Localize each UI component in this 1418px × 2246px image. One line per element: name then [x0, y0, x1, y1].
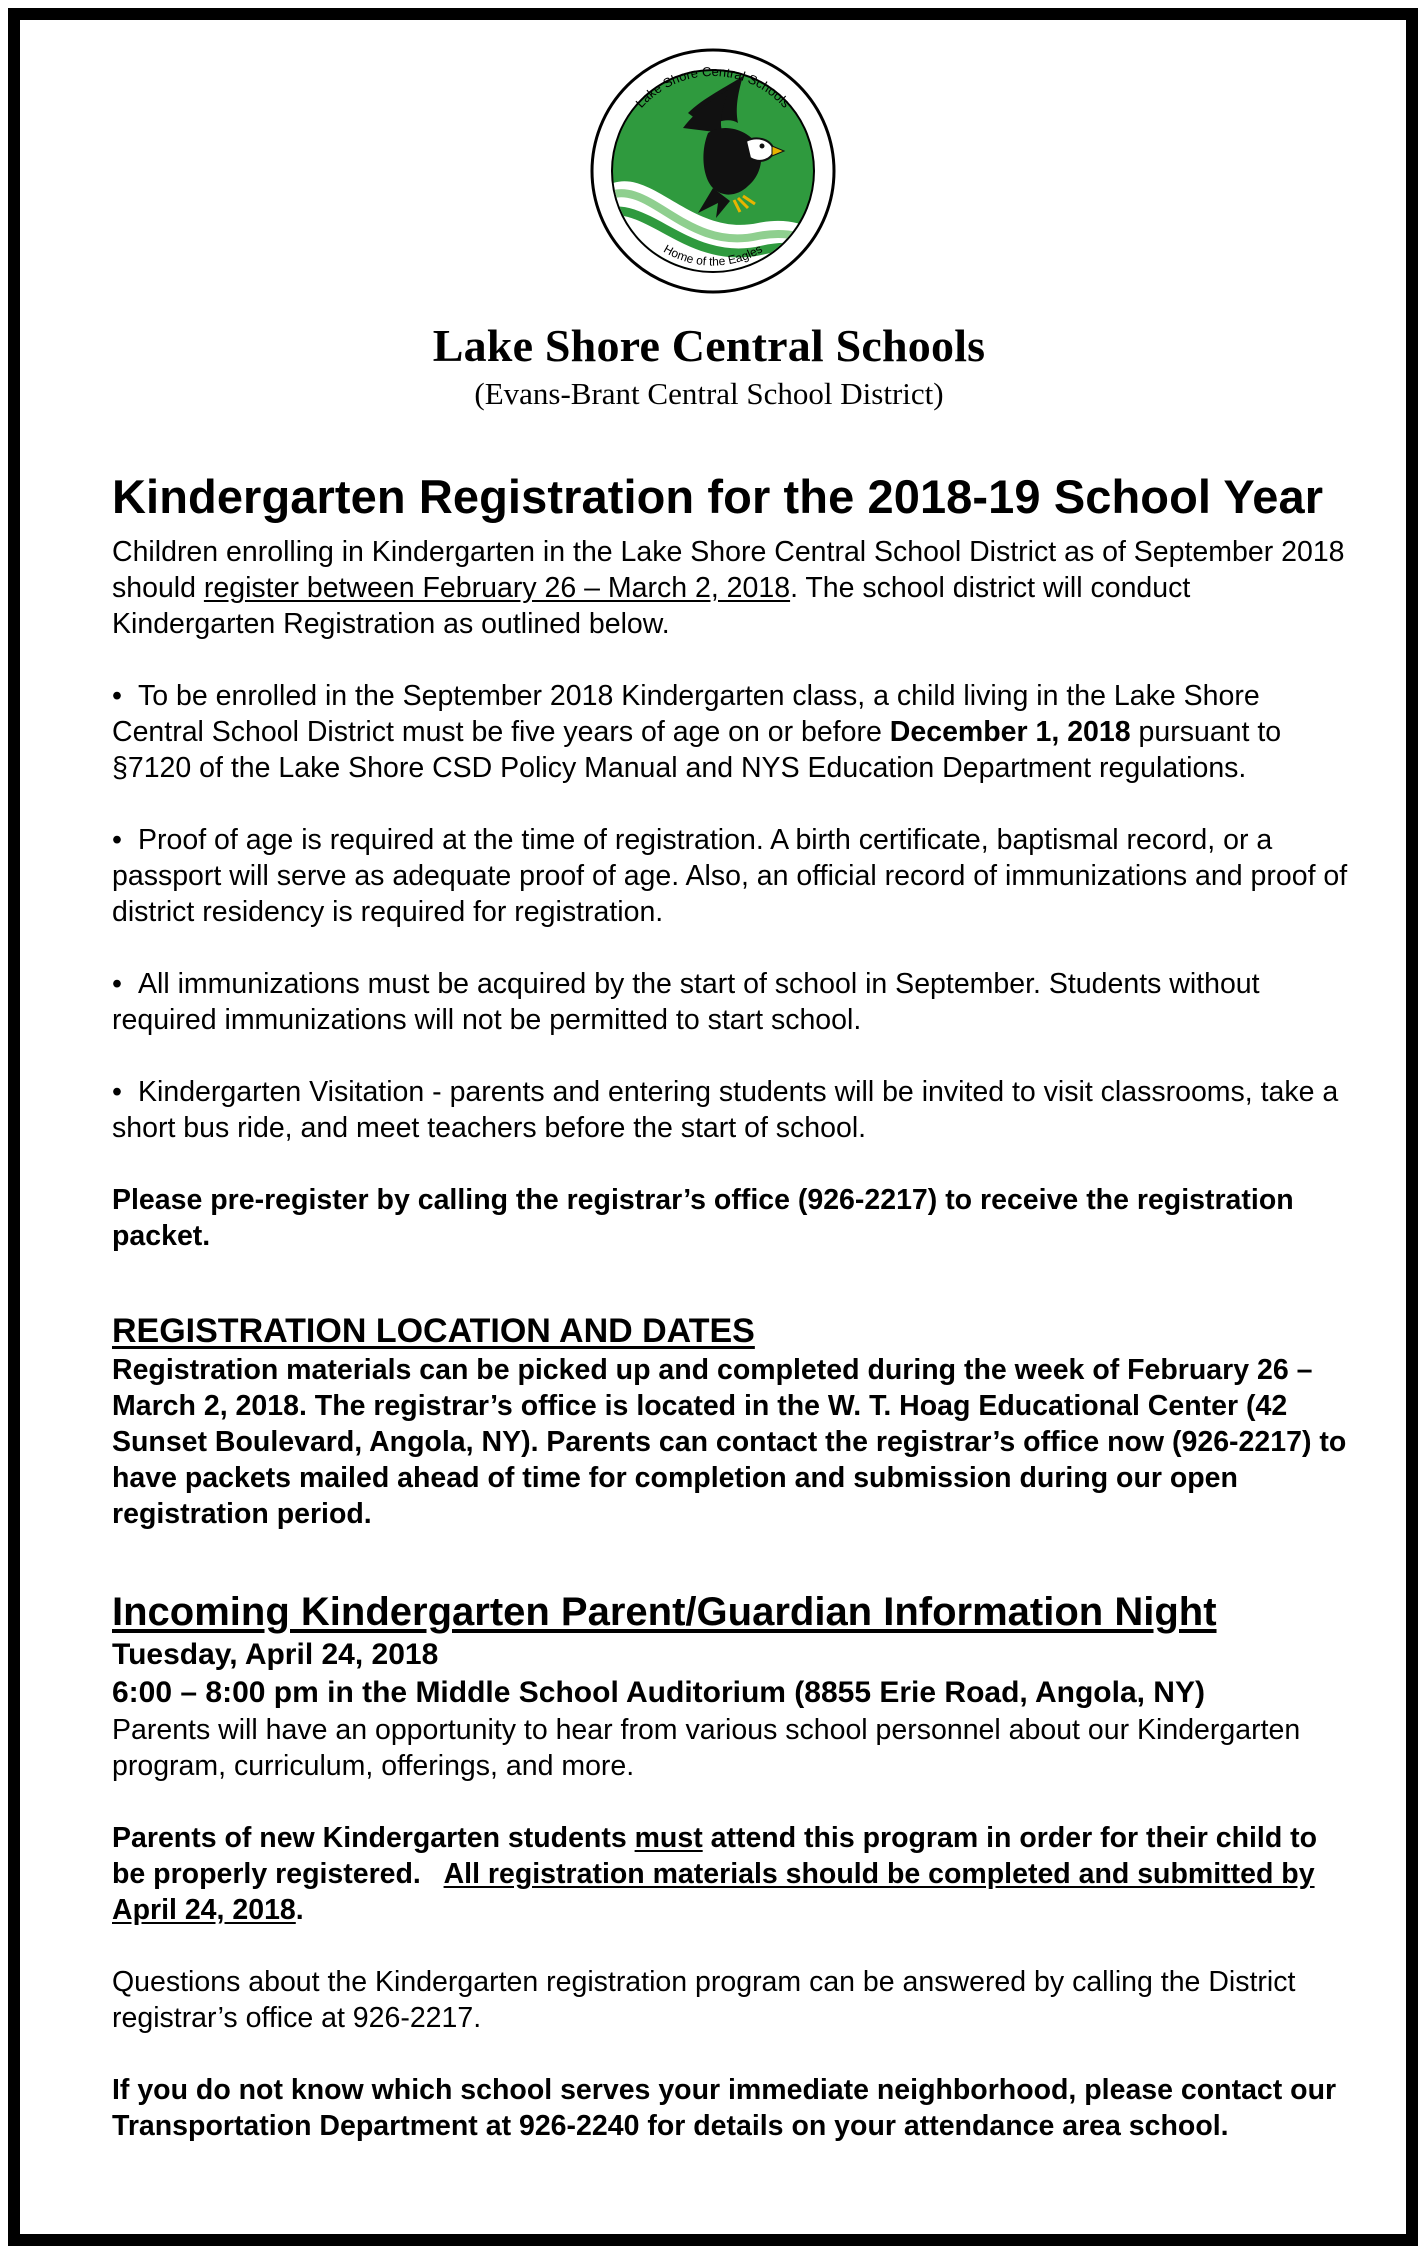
bullet-4-text: Kindergarten Visitation - parents and entering students will be invited to visit classrooms, take a short bus ride, and meet teachers before the start of school.: [112, 1076, 1339, 1144]
info-night-time-place: 6:00 – 8:00 pm in the Middle School Auditorium (8855 Erie Road, Angola, NY): [112, 1676, 1205, 1709]
transportation-contact: If you do not know which school serves your immediate neighborhood, please contact our Transportation Department at 926-2240 for details on your attendance area school.: [112, 2074, 1337, 2142]
mandatory-text-end: .: [295, 1894, 304, 1926]
bullet-3-text: All immunizations must be acquired by the start of school in September. Students without required immunizations will not be permitted to start school.: [112, 968, 1260, 1036]
mandatory-attendance-notice: [112, 1820, 1352, 1928]
bullet-icon: •: [112, 1076, 122, 1108]
mandatory-text-2: attend this program in order for their child to be properly registered.: [112, 1822, 1325, 1890]
intro-text-2: . The school district will conduct Kindergarten Registration as outlined below.: [112, 572, 1191, 640]
school-logo: [588, 38, 838, 308]
intro-paragraph: [112, 534, 1352, 642]
mandatory-emphasis: must: [634, 1822, 703, 1854]
preregister-notice: Please pre-register by calling the registrar’s office (926-2217) to receive the registration packet.: [112, 1184, 1294, 1252]
info-night-date: Tuesday, April 24, 2018: [112, 1638, 439, 1671]
bullet-icon: •: [112, 968, 122, 1000]
bullet-2-text: Proof of age is required at the time of registration. A birth certificate, baptismal record, or a passport will serve as adequate proof of age. Also, an official record of immunizations and proof of district residency is required for registration.: [112, 824, 1348, 928]
intro-text-1: Children enrolling in Kindergarten in the Lake Shore Central School District as of September 2018 should: [112, 536, 1345, 604]
eagle-emblem-icon: [588, 38, 838, 308]
registration-body: Registration materials can be picked up and completed during the week of February 26 – March 2, 2018. The registrar’s office is located in the W. T. Hoag Educational Center (42 Sunset Boulevard, Angola, NY). Parents can contact the registrar’s office now (926-2217) to have packets mailed ahead of time for completion and submission during our open registration period.: [112, 1354, 1347, 1530]
bullet-1-cutoff-date: December 1, 2018: [889, 716, 1131, 748]
bullet-1-text: To be enrolled in the September 2018 Kindergarten class, a child living in the Lake Shore Central School District must be five years of age on or before: [112, 680, 1260, 748]
info-night-description: Parents will have an opportunity to hear from various school personnel about our Kindergarten program, curriculum, offerings, and more.: [112, 1714, 1301, 1782]
registration-heading: REGISTRATION LOCATION AND DATES: [112, 1312, 755, 1350]
main-content: [112, 466, 1352, 2144]
school-name: Lake Shore Central Schools: [432, 320, 986, 371]
intro-registration-dates: register between February 26 – March 2, 2018: [203, 572, 791, 604]
page-title: Kindergarten Registration for the 2018-19 School Year: [112, 470, 1324, 523]
bullet-icon: •: [112, 680, 122, 712]
bullet-visitation: [112, 1074, 1352, 1146]
questions-contact: Questions about the Kindergarten registration program can be answered by calling the District registrar’s office at 926-2217.: [112, 1966, 1296, 2034]
district-name: (Evans-Brant Central School District): [474, 376, 944, 411]
bullet-immunizations: [112, 966, 1352, 1038]
logo-ring-bottom-text: Home of the Eagles: [661, 241, 765, 269]
bullet-icon: •: [112, 824, 122, 856]
mandatory-deadline: All registration materials should be completed and submitted by April 24, 2018: [112, 1858, 1315, 1926]
bullet-age-requirement: [112, 678, 1352, 786]
logo-ring-top-text: Lake Shore Central Schools: [632, 63, 794, 111]
mandatory-text-1: Parents of new Kindergarten students: [112, 1822, 635, 1854]
bullet-proof-of-age: [112, 822, 1352, 930]
info-night-heading: Incoming Kindergarten Parent/Guardian Information Night: [112, 1590, 1217, 1634]
bullet-1-text-end: pursuant to §7120 of the Lake Shore CSD Policy Manual and NYS Education Department regulations.: [112, 716, 1282, 784]
